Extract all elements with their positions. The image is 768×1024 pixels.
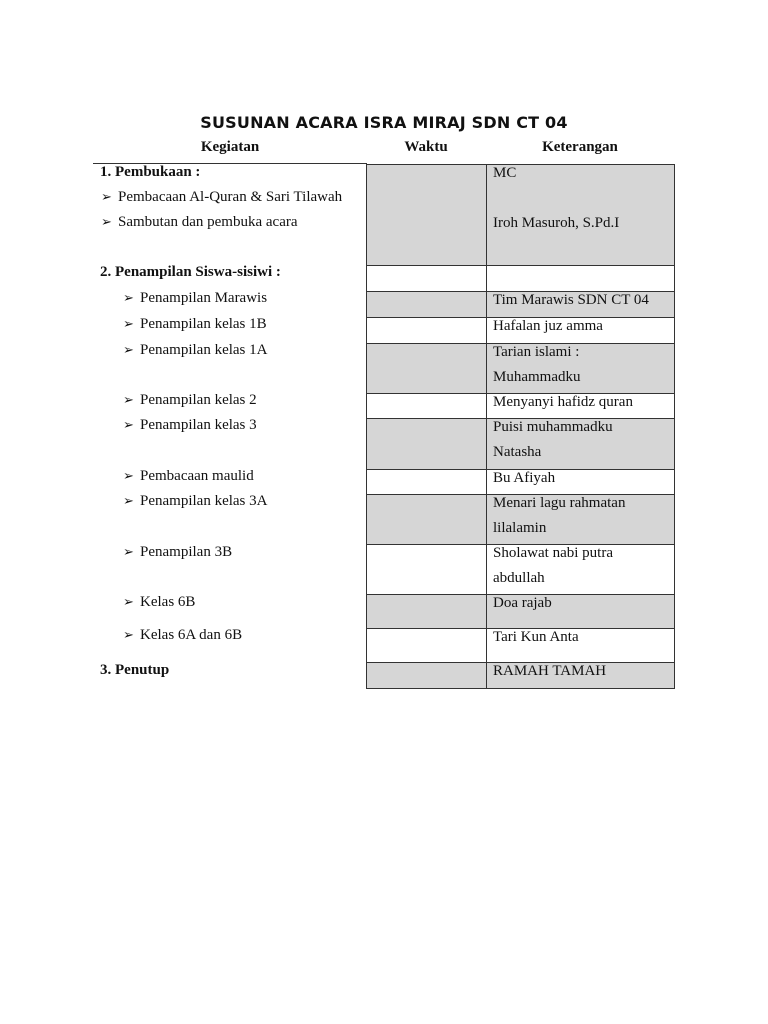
arrow-bullet-icon: ➢ bbox=[123, 468, 134, 483]
arrow-bullet-icon: ➢ bbox=[123, 417, 134, 432]
list-item bbox=[123, 316, 267, 333]
section-heading: 3. Penutup bbox=[100, 662, 170, 678]
arrow-bullet-icon: ➢ bbox=[123, 290, 134, 305]
waktu-cell[interactable] bbox=[366, 662, 487, 689]
section-heading: 1. Pembukaan : bbox=[100, 164, 201, 180]
list-item bbox=[123, 594, 195, 611]
keterangan-cell bbox=[486, 544, 675, 595]
keterangan-text: Puisi muhammadku Natasha bbox=[493, 419, 613, 460]
keterangan-cell bbox=[486, 343, 675, 394]
header-kegiatan: Kegiatan bbox=[200, 139, 260, 155]
keterangan-text: Menari lagu rahmatan lilalamin bbox=[493, 495, 626, 536]
list-item bbox=[123, 290, 267, 307]
header-waktu: Waktu bbox=[404, 139, 448, 155]
list-item-label: Penampilan kelas 3 bbox=[140, 417, 257, 433]
list-item bbox=[123, 627, 242, 644]
waktu-cell[interactable] bbox=[366, 265, 487, 292]
list-item-label: Penampilan 3B bbox=[140, 544, 233, 560]
arrow-bullet-icon: ➢ bbox=[101, 189, 112, 204]
list-item bbox=[123, 493, 267, 510]
waktu-cell[interactable] bbox=[366, 594, 487, 629]
list-item-label: Pembacaan Al-Quran & Sari Tilawah bbox=[118, 189, 343, 205]
list-item-label: Penampilan Marawis bbox=[140, 290, 268, 306]
list-item bbox=[123, 392, 257, 409]
waktu-cell[interactable] bbox=[366, 393, 487, 419]
waktu-cell[interactable] bbox=[366, 628, 487, 663]
page-title: SUSUNAN ACARA ISRA MIRAJ SDN CT 04 bbox=[200, 113, 568, 132]
section-heading: 2. Penampilan Siswa-sisiwi : bbox=[100, 264, 281, 280]
waktu-cell[interactable] bbox=[366, 164, 487, 266]
keterangan-text: Tari Kun Anta bbox=[493, 629, 579, 645]
keterangan-text: RAMAH TAMAH bbox=[493, 663, 607, 679]
list-item-label: Penampilan kelas 1A bbox=[140, 342, 268, 358]
arrow-bullet-icon: ➢ bbox=[123, 316, 134, 331]
list-item-label: Penampilan kelas 2 bbox=[140, 392, 257, 408]
list-item-label: Sambutan dan pembuka acara bbox=[118, 214, 298, 230]
arrow-bullet-icon: ➢ bbox=[101, 214, 112, 229]
list-item bbox=[123, 417, 257, 434]
keterangan-text: Menyanyi hafidz quran bbox=[493, 394, 633, 410]
waktu-cell[interactable] bbox=[366, 494, 487, 545]
list-item-label: Penampilan kelas 1B bbox=[140, 316, 267, 332]
waktu-cell[interactable] bbox=[366, 469, 487, 495]
keterangan-text: Doa rajab bbox=[493, 595, 552, 611]
keterangan-cell bbox=[486, 164, 675, 266]
keterangan-cell bbox=[486, 594, 675, 629]
keterangan-text: Sholawat nabi putra abdullah bbox=[493, 545, 613, 586]
keterangan-cell bbox=[486, 628, 675, 663]
arrow-bullet-icon: ➢ bbox=[123, 544, 134, 559]
waktu-cell[interactable] bbox=[366, 317, 487, 344]
list-item-label: Pembacaan maulid bbox=[140, 468, 254, 484]
waktu-cell[interactable] bbox=[366, 544, 487, 595]
waktu-cell[interactable] bbox=[366, 291, 487, 318]
list-item-label: Penampilan kelas 3A bbox=[140, 493, 268, 509]
keterangan-text: Tarian islami : Muhammadku bbox=[493, 344, 581, 385]
list-item bbox=[101, 189, 342, 206]
list-item-label: Kelas 6A dan 6B bbox=[140, 627, 243, 643]
keterangan-cell bbox=[486, 418, 675, 470]
list-item bbox=[101, 214, 298, 231]
waktu-cell[interactable] bbox=[366, 418, 487, 470]
keterangan-text: MC Iroh Masuroh, S.Pd.I bbox=[493, 165, 620, 231]
keterangan-text: Hafalan juz amma bbox=[493, 318, 603, 334]
keterangan-cell bbox=[486, 662, 675, 689]
list-item bbox=[123, 342, 267, 359]
arrow-bullet-icon: ➢ bbox=[123, 627, 134, 642]
arrow-bullet-icon: ➢ bbox=[123, 342, 134, 357]
list-item-label: Kelas 6B bbox=[140, 594, 196, 610]
header-keterangan: Keterangan bbox=[542, 139, 618, 155]
arrow-bullet-icon: ➢ bbox=[123, 493, 134, 508]
list-item bbox=[123, 544, 232, 561]
keterangan-text: Tim Marawis SDN CT 04 bbox=[493, 292, 649, 308]
waktu-cell[interactable] bbox=[366, 343, 487, 394]
list-item bbox=[123, 468, 254, 485]
keterangan-cell bbox=[486, 494, 675, 545]
keterangan-text: Bu Afiyah bbox=[493, 470, 556, 486]
arrow-bullet-icon: ➢ bbox=[123, 392, 134, 407]
arrow-bullet-icon: ➢ bbox=[123, 594, 134, 609]
